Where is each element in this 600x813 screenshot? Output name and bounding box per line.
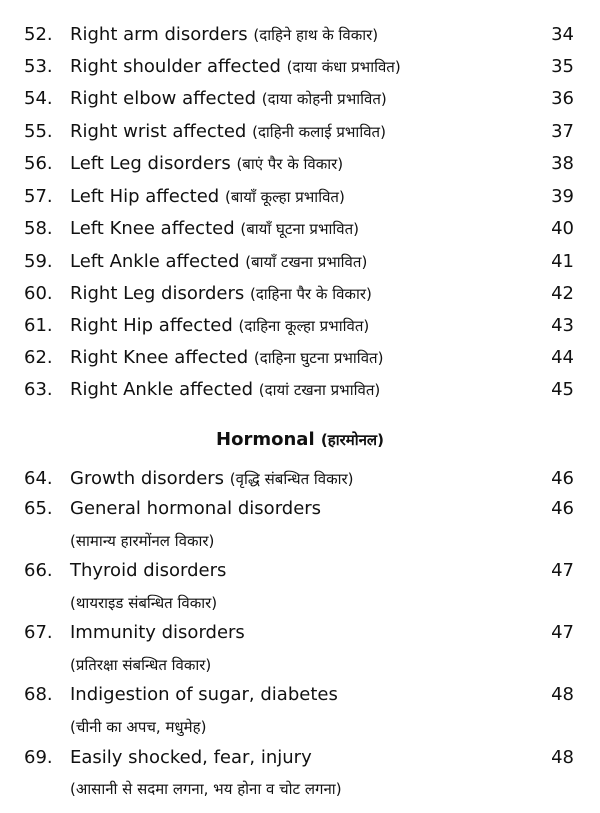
entry-hindi-subline: (आसानी से सदमा लगना, भय होना व चोट लगना) [70, 780, 342, 798]
index-entry [0, 375, 600, 405]
entry-number: 67. [24, 622, 53, 643]
entry-title: Left Leg disorders [70, 153, 231, 174]
index-entry [0, 247, 600, 277]
entry-page: 46 [551, 498, 574, 519]
entry-number: 54. [24, 88, 53, 109]
entry-title: Right wrist affected [70, 121, 247, 142]
entry-number: 66. [24, 560, 53, 581]
entry-title: Right Hip affected [70, 315, 233, 336]
entry-number: 56. [24, 153, 53, 174]
entry-number: 61. [24, 315, 53, 336]
entry-title: Indigestion of sugar, diabetes [70, 684, 338, 705]
entry-hindi-subline: (चीनी का अपच, मधुमेह) [70, 718, 207, 736]
entry-title: Easily shocked, fear, injury [70, 747, 312, 768]
entry-number: 52. [24, 24, 53, 45]
section-heading [0, 425, 600, 455]
entry-hindi: (बायाँ घूटना प्रभावित) [240, 220, 360, 238]
section-heading-english: Hormonal [216, 429, 315, 450]
entry-page: 41 [551, 251, 574, 272]
entry-title: Growth disorders [70, 468, 225, 489]
entry-page: 35 [551, 56, 574, 77]
entry-hindi: (दायां टखना प्रभावित) [258, 381, 381, 399]
entry-title: Right Knee affected [70, 347, 249, 368]
entry-hindi-subline: (सामान्य हारमोंनल विकार) [70, 532, 215, 550]
entry-hindi-subline: (थायराइड संबन्धित विकार) [70, 594, 218, 612]
entry-hindi: (बाएं पैर के विकार) [236, 155, 344, 173]
entry-page: 37 [551, 121, 574, 142]
index-entry [0, 20, 600, 50]
entry-number: 68. [24, 684, 53, 705]
index-entry [0, 556, 600, 586]
entry-number: 62. [24, 347, 53, 368]
entry-number: 64. [24, 468, 53, 489]
index-entry [0, 343, 600, 373]
entry-hindi: (दाहिना पैर के विकार) [249, 285, 372, 303]
entry-number: 53. [24, 56, 53, 77]
entry-page: 34 [551, 24, 574, 45]
entry-number: 69. [24, 747, 53, 768]
entry-page: 43 [551, 315, 574, 336]
entry-number: 55. [24, 121, 53, 142]
entry-page: 47 [551, 560, 574, 581]
entry-hindi-subline: (प्रतिरक्षा संबन्धित विकार) [70, 656, 212, 674]
index-entry [0, 464, 600, 494]
entry-number: 60. [24, 283, 53, 304]
entry-page: 38 [551, 153, 574, 174]
entry-title: Left Hip affected [70, 186, 220, 207]
entry-page: 47 [551, 622, 574, 643]
entry-title: Right Ankle affected [70, 379, 254, 400]
index-entry [0, 680, 600, 710]
entry-number: 57. [24, 186, 53, 207]
entry-number: 58. [24, 218, 53, 239]
entry-title: Thyroid disorders [70, 560, 227, 581]
entry-page: 44 [551, 347, 574, 368]
entry-page: 42 [551, 283, 574, 304]
entry-title: General hormonal disorders [70, 498, 322, 519]
entry-page: 36 [551, 88, 574, 109]
entry-title: Right Leg disorders [70, 283, 245, 304]
index-entry [0, 117, 600, 147]
entry-hindi: (बायाँ कूल्हा प्रभावित) [224, 188, 345, 206]
entry-title: Right arm disorders [70, 24, 248, 45]
index-entry [0, 84, 600, 114]
entry-title: Left Ankle affected [70, 251, 240, 272]
entry-page: 39 [551, 186, 574, 207]
entry-number: 63. [24, 379, 53, 400]
index-entry [0, 149, 600, 179]
entry-page: 46 [551, 468, 574, 489]
entry-title: Left Knee affected [70, 218, 235, 239]
index-entry [0, 618, 600, 648]
entry-page: 48 [551, 684, 574, 705]
index-entry [0, 311, 600, 341]
entry-number: 59. [24, 251, 53, 272]
entry-hindi: (दाहिना घुटना प्रभावित) [253, 349, 384, 367]
index-entry [0, 182, 600, 212]
index-entry [0, 214, 600, 244]
section-heading-hindi: (हारमोनल) [320, 431, 384, 449]
entry-hindi: (दाहिना कूल्हा प्रभावित) [238, 317, 370, 335]
index-entry [0, 494, 600, 524]
entry-title: Immunity disorders [70, 622, 245, 643]
entry-page: 40 [551, 218, 574, 239]
entry-title: Right shoulder affected [70, 56, 281, 77]
entry-hindi: (दाया कोहनी प्रभावित) [261, 90, 387, 108]
index-entry [0, 52, 600, 82]
index-entry [0, 279, 600, 309]
entry-page: 45 [551, 379, 574, 400]
index-entry [0, 743, 600, 773]
entry-hindi: (दाहिने हाथ के विकार) [253, 26, 379, 44]
entry-page: 48 [551, 747, 574, 768]
entry-hindi: (बायाँ टखना प्रभावित) [245, 253, 368, 271]
entry-hindi: (दाहिनी कलाई प्रभावित) [252, 123, 386, 141]
entry-number: 65. [24, 498, 53, 519]
entry-hindi: (वृद्धि संबन्धित विकार) [229, 470, 354, 488]
entry-title: Right elbow affected [70, 88, 257, 109]
entry-hindi: (दाया कंधा प्रभावित) [286, 58, 401, 76]
